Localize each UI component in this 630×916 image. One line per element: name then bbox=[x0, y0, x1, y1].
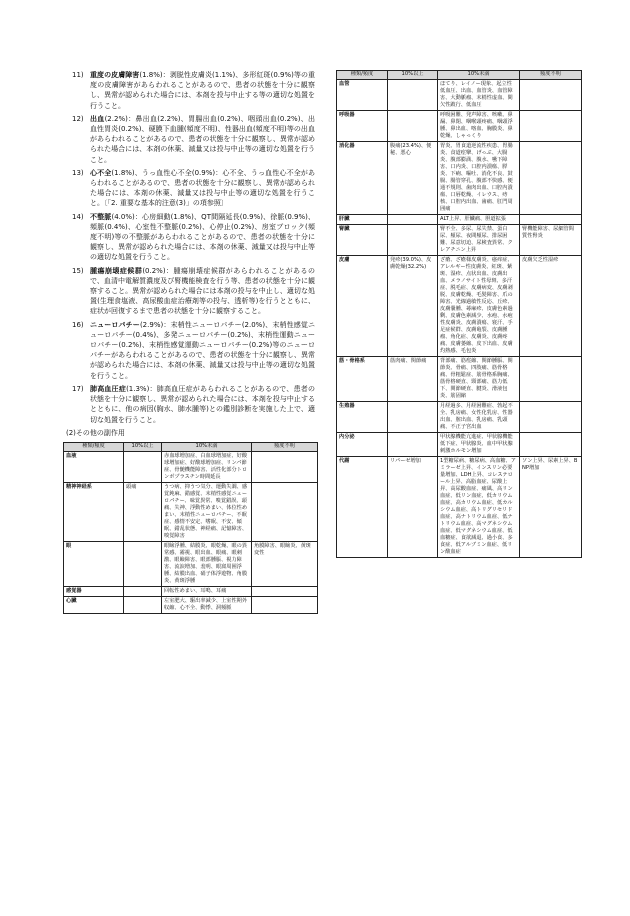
item-title: 肺高血圧症 bbox=[90, 384, 127, 393]
cell-kind: 感覚器 bbox=[64, 587, 124, 597]
item-title: 重度の皮膚障害 bbox=[90, 71, 140, 79]
item-text: (2.2%)：鼻出血(2.2%)、胃腸出血(0.2%)、咽頭出血(0.2%)、出血性胃炎(0.2%)、硬膜下血腫(頻度不明)、性器出血(頻度不明)等の出血があらわれることがあるので、患者の状態を十分に観察し、異常が認められた場合には、本剤の休薬、減量又は投与中止等の適切な処置を行うこと。 bbox=[90, 114, 316, 164]
cell-kind: 肝臓 bbox=[337, 215, 388, 225]
cell-lt10: 眼瞼浮腫、結膜炎、眼乾燥、眼の異常感、霧視、眼出血、眼痛、眼刺激、眼瞼障害、眼部腫脹、視力障害、流涙増加、羞明、眼窩周囲浮腫、結膜出血、硝子体浮遊物、角膜炎、黄斑浮腫 bbox=[162, 542, 252, 587]
table-row bbox=[337, 142, 582, 215]
item-number: 13) bbox=[72, 168, 84, 177]
table-header-row bbox=[64, 443, 318, 452]
table-row bbox=[64, 542, 318, 587]
cell-kind: 腎臓 bbox=[337, 225, 388, 256]
cell-unknown bbox=[520, 111, 582, 142]
table-row bbox=[337, 215, 582, 225]
cell-ge10: 発疹(39.0%)、皮膚乾燥(32.2%) bbox=[388, 256, 438, 357]
cell-kind: 代謝 bbox=[337, 457, 388, 558]
cell-unknown bbox=[520, 433, 582, 457]
adverse-reaction-item bbox=[62, 168, 315, 209]
cell-kind: 精神神経系 bbox=[64, 483, 124, 542]
adverse-reaction-item bbox=[62, 266, 315, 317]
column-header: 10%以上 bbox=[124, 443, 162, 452]
adverse-reaction-item bbox=[62, 114, 315, 165]
item-title: 心不全 bbox=[90, 168, 112, 177]
item-number: 12) bbox=[72, 114, 84, 123]
table-row bbox=[337, 256, 582, 357]
cell-ge10 bbox=[124, 452, 162, 483]
cell-unknown: 角膜障害、眼瞼炎、黄斑変性 bbox=[252, 542, 318, 587]
column-header: 頻度不明 bbox=[520, 71, 582, 80]
side-effects-table-left bbox=[63, 442, 318, 614]
cell-unknown bbox=[252, 597, 318, 614]
item-number: 15) bbox=[72, 266, 84, 275]
cell-ge10 bbox=[388, 433, 438, 457]
item-body bbox=[62, 212, 315, 263]
side-effects-table-right bbox=[336, 70, 582, 558]
cell-unknown bbox=[520, 357, 582, 402]
cell-ge10: リパーゼ増加 bbox=[388, 457, 438, 558]
adverse-reaction-item bbox=[62, 212, 315, 263]
table-row bbox=[337, 433, 582, 457]
table-row bbox=[337, 457, 582, 558]
cell-kind: 筋・骨格系 bbox=[337, 357, 388, 402]
item-text: (4.0%)：心房細動(1.8%)、QT間隔延長(0.9%)、徐脈(0.9%)、頻脈(0.4%)、心室性不整脈(0.2%)、心停止(0.2%)、房室ブロック(頻度不明)等の不整脈があらわれることがあるので、患者の状態を十分に観察し、異常が認められた場合には、本剤の休薬、減量又は投与中止等の適切な処置を行うこと。 bbox=[90, 212, 315, 262]
cell-unknown: ソン上昇、尿素上昇、BNP増加 bbox=[520, 457, 582, 558]
cell-unknown bbox=[520, 215, 582, 225]
cell-kind: 心臓 bbox=[64, 597, 124, 614]
cell-ge10 bbox=[124, 587, 162, 597]
column-header: 頻度不明 bbox=[252, 443, 318, 452]
cell-lt10: ざ瘡、ざ瘡様皮膚炎、瘙痒症、アレルギー性皮膚炎、紅斑、紫斑、湿疹、点状出血、皮膚出血、メラノサイト性母斑、多汗症、脱毛症、皮膚病変、皮膚剥脱、皮膚乾燥、毛髪障害、爪の障害、光線過敏性反応、丘疹、皮膚嚢腫、蕁麻疹、皮膚色素過剰、皮膚色素減少、水疱、水疱性皮膚炎、皮膚潰瘍、寝汗、手足症候群、皮膚亀裂、皮膚腫瘤、角化症、皮膚炎、皮膚疼痛、皮膚萎縮、皮下出血、皮膚灼熱感、毛包炎 bbox=[438, 256, 520, 357]
table-row bbox=[337, 402, 582, 433]
cell-ge10 bbox=[124, 542, 162, 587]
adverse-reaction-item bbox=[62, 320, 315, 381]
cell-unknown bbox=[520, 142, 582, 215]
table-row bbox=[337, 225, 582, 256]
item-text: (0.2%)：腫瘍崩壊症候群があらわれることがあるので、血清中電解質濃度及び腎機能検査を行う等、患者の状態を十分に観察すること。異常が認められた場合には本剤の投与を中止し、適切な処置(生理食塩液、高尿酸血症治療剤等の投与、透析等)を行うとともに、症状が回復するまで患者の状態を十分に観察すること。 bbox=[90, 266, 316, 316]
cell-kind: 血液 bbox=[64, 452, 124, 483]
cell-lt10: 左室肥大、駆出率減少、上室性期外収縮、心不全、動悸、洞頻脈 bbox=[162, 597, 252, 614]
item-text: (1.3%)：肺高血圧症があらわれることがあるので、患者の状態を十分に観察し、異常が認められた場合には、本剤を投与中止するとともに、他の病因(胸水、肺水腫等)との鑑別診断を実施した上で、適切な処置を行うこと。 bbox=[90, 384, 316, 424]
cell-unknown bbox=[520, 80, 582, 111]
left-column bbox=[62, 70, 315, 440]
cell-unknown: 腎機能障害、尿細管間質性腎炎 bbox=[520, 225, 582, 256]
item-title: 不整脈 bbox=[90, 212, 112, 221]
adverse-reaction-item bbox=[62, 384, 315, 425]
column-header: 10%未満 bbox=[162, 443, 252, 452]
cell-kind: 消化器 bbox=[337, 142, 388, 215]
cell-ge10 bbox=[388, 111, 438, 142]
item-title: ニューロパチー bbox=[90, 320, 140, 329]
cell-lt10: ほてり、レイノー現象、起立性低血圧、出血、血管炎、血管障害、大動脈瘤、末梢性虚血、間欠性跛行、低血圧 bbox=[438, 80, 520, 111]
cell-unknown: 皮膚欠乏性湿疹 bbox=[520, 256, 582, 357]
item-body bbox=[62, 384, 315, 425]
subsection-title: (2)その他の副作用 bbox=[66, 428, 125, 437]
cell-ge10 bbox=[388, 215, 438, 225]
cell-ge10 bbox=[124, 597, 162, 614]
table-header-row bbox=[337, 71, 582, 80]
cell-ge10 bbox=[388, 402, 438, 433]
table-row bbox=[337, 357, 582, 402]
table-row bbox=[337, 80, 582, 111]
item-body bbox=[62, 168, 315, 209]
item-title: 出血 bbox=[90, 114, 105, 123]
item-text: (1.8%)、うっ血性心不全(0.9%)：心不全、うっ血性心不全があらわれることがあるので、患者の状態を十分に観察し、異常が認められた場合には、本剤の休薬、減量又は投与中止等の適切な処置を行うこと。〔「2. 重要な基本的注意(3)」の項参照〕 bbox=[90, 168, 315, 208]
cell-lt10: 胃炎、胃食道逆流性疾患、胃腸炎、食道痙攣、げっぷ、大腸炎、腹部膨満、腹水、嚥下障害、口内炎、口腔内潰瘍、膵炎、下痢、嘔吐、消化不良、鼓腸、腸管穿孔、腹部不快感、便通不規則、歯肉出血、口腔内潰瘍、口唇乾燥、イレウス、痔核、口腔内出血、歯痛、肛門周囲痛 bbox=[438, 142, 520, 215]
cell-lt10: 腎不全、多尿、尿失禁、蛋白尿、頻尿、夜間頻尿、排尿困難、尿意切迫、尿検査異常、クレアチニン上昇 bbox=[438, 225, 520, 256]
cell-lt10: ALT上昇、肝臓痛、胆道拡張 bbox=[438, 215, 520, 225]
item-number: 16) bbox=[72, 320, 84, 329]
table-row bbox=[64, 597, 318, 614]
item-body bbox=[62, 114, 315, 165]
cell-unknown bbox=[252, 587, 318, 597]
column-header: 種類/頻度 bbox=[64, 443, 124, 452]
cell-ge10: 腹痛(23.4%)、便秘、悪心 bbox=[388, 142, 438, 215]
table-row bbox=[64, 587, 318, 597]
column-header: 10%以上 bbox=[388, 71, 438, 80]
item-body bbox=[62, 70, 315, 111]
cell-kind: 血管 bbox=[337, 80, 388, 111]
cell-unknown bbox=[252, 452, 318, 483]
cell-lt10: 赤血球増加症、白血球増加症、好酸球増加症、好酸球増加症、リンパ節症、骨髄機能障害、活性化部分トロンボプラスチン時間延長 bbox=[162, 452, 252, 483]
item-title: 腫瘍崩壊症候群 bbox=[90, 266, 143, 275]
cell-lt10: 1型糖尿病、糖尿病、高血糖、アミラーゼ上昇、インスリン必要量増加、LDH上昇、コレステロール上昇、高脂血症、尿酸上昇、高尿酸血症、痛風、高リン血症、低リン血症、低カリウム血症、高カリウム血症、低カルシウム血症、高トリグリセリド血症、高ナトリウム血症、低ナトリウム血症、高マグネシウム血症、低マグネシウム血症、低血糖症、食欲減退、過小食、多食症、低アルブミン血症、低リン酸血症 bbox=[438, 457, 520, 558]
cell-lt10: 回転性めまい、耳鳴、耳痛 bbox=[162, 587, 252, 597]
table-row bbox=[64, 452, 318, 483]
cell-unknown bbox=[252, 483, 318, 542]
item-body bbox=[62, 266, 315, 317]
cell-unknown bbox=[520, 402, 582, 433]
cell-lt10: うつ病、抑うつ気分、運動失調、感覚鈍麻、錯感覚、末梢性感覚ニューロパチー、味覚異常、嗅覚錯誤、頭痛、失神、浮動性めまい、体位性めまい、末梢性ニューロパチー、不眠症、感情不安定、嗜眠、不安、傾眠、錯乱状態、神経痛、記憶障害、嗅覚障害 bbox=[162, 483, 252, 542]
cell-lt10: 甲状腺機能亢進症、甲状腺機能低下症、甲状腺炎、血中甲状腺刺激ホルモン増加 bbox=[438, 433, 520, 457]
item-body bbox=[62, 320, 315, 381]
item-number: 14) bbox=[72, 212, 84, 221]
cell-lt10: 呼吸困難、発声障害、咳嗽、鼻漏、鼻閉、咽喉頭疼痛、咽頭浮腫、鼻出血、喀血、胸膜炎、鼻乾燥、しゃっくり bbox=[438, 111, 520, 142]
cell-ge10: 頭痛 bbox=[124, 483, 162, 542]
cell-ge10 bbox=[388, 225, 438, 256]
table-row bbox=[64, 483, 318, 542]
cell-ge10: 筋肉痛、関節痛 bbox=[388, 357, 438, 402]
item-text: (2.9%)：末梢性ニューロパチー(2.0%)、末梢性感覚ニューロパチー(0.4%)、多発ニューロパチー(0.2%)、末梢性運動ニューロパチー(0.2%)、末梢性感覚運動ニューロパチー(0.2%)等のニューロパチーがあらわれることがあるので、患者の状態を十分に観察し、異常が認められた場合には、本剤の休薬、減量又は投与中止等の適切な処置を行うこと。 bbox=[90, 320, 316, 380]
cell-kind: 呼吸器 bbox=[337, 111, 388, 142]
column-header: 種類/頻度 bbox=[337, 71, 388, 80]
table-row bbox=[337, 111, 582, 142]
cell-lt10: 月経過多、月経困難症、勃起不全、乳房痛、女性化乳房、性器出血、腟出血、乳房痛、乳頭痛、不正子宮出血 bbox=[438, 402, 520, 433]
item-number: 17) bbox=[72, 384, 84, 393]
cell-kind: 眼 bbox=[64, 542, 124, 587]
cell-ge10 bbox=[388, 80, 438, 111]
adverse-reaction-item bbox=[62, 70, 315, 111]
cell-lt10: 背部痛、筋痙縮、関節腫脹、関節炎、骨痛、四肢痛、筋骨格痛、骨粗鬆症、筋骨格系胸痛、筋骨格硬直、頸部痛、筋力低下、関節硬直、腱炎、滑液包炎、筋固縮 bbox=[438, 357, 520, 402]
column-header: 10%未満 bbox=[438, 71, 520, 80]
item-text: (1.8%)：剥脱性皮膚炎(1.1%)、多形紅斑(0.9%)等の重度の皮膚障害があらわれることがあるので、患者の状態を十分に観察し、異常が認められた場合には、本剤を投与中止する等の適切な処置を行うこと。 bbox=[90, 71, 315, 110]
cell-kind: 内分泌 bbox=[337, 433, 388, 457]
cell-kind: 皮膚 bbox=[337, 256, 388, 357]
cell-kind: 生殖器 bbox=[337, 402, 388, 433]
item-number: 11) bbox=[72, 71, 84, 79]
